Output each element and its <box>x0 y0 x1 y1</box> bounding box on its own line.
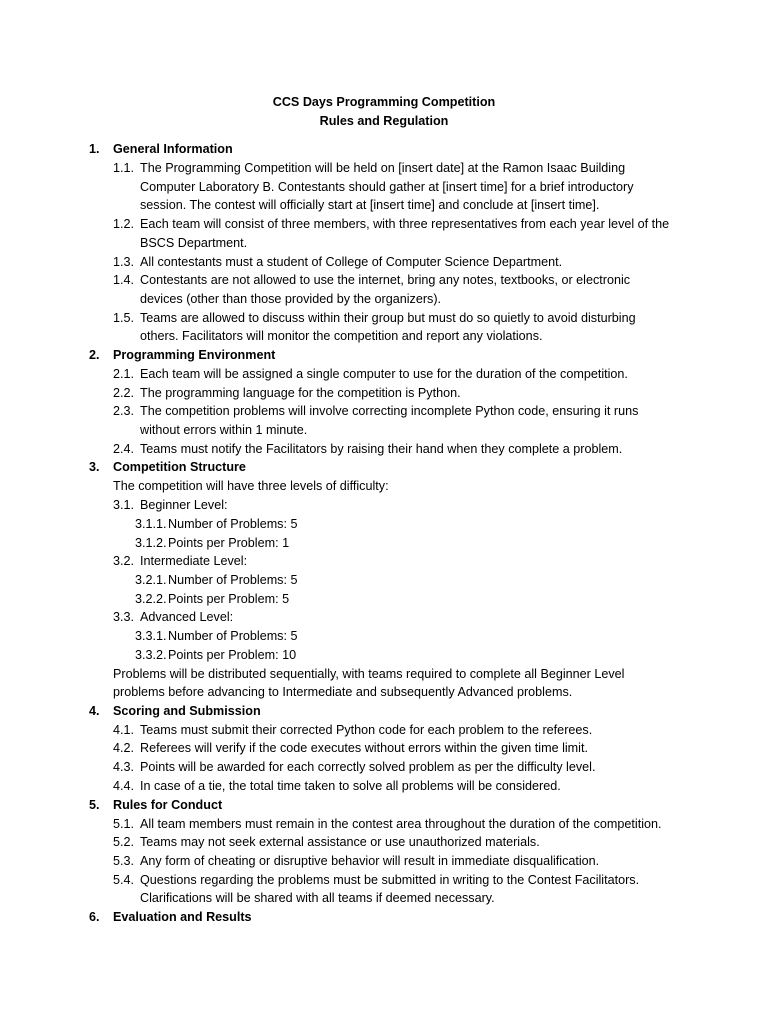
subitem-text: Points per Problem: 10 <box>168 648 297 662</box>
item-text-cont: devices (other than those provided by the organizers). <box>140 292 442 306</box>
section-heading: Scoring and Submission <box>113 704 261 718</box>
item-text: Each team will consist of three members, with three representatives from each year level of the <box>140 217 670 231</box>
item-number: 5.3. <box>113 854 135 868</box>
item-text-cont: without errors within 1 minute. <box>140 423 308 437</box>
item-text: In case of a tie, the total time taken to solve all problems will be considered. <box>140 779 561 793</box>
section-outro: Problems will be distributed sequentially, with teams required to complete all Beginner Level <box>113 667 625 681</box>
subitem-number: 3.1.2. <box>135 536 167 550</box>
level-label: Advanced Level: <box>140 610 234 624</box>
section-number: 2. <box>89 348 100 362</box>
section-heading: Programming Environment <box>113 348 276 362</box>
item-number: 4.3. <box>113 760 135 774</box>
item-number: 4.2. <box>113 741 135 755</box>
section-heading: Evaluation and Results <box>113 910 252 924</box>
section-number: 3. <box>89 460 100 474</box>
level-number: 3.3. <box>113 610 135 624</box>
item-text: Teams are allowed to discuss within their group but must do so quietly to avoid disturbing <box>140 311 636 325</box>
section-number: 4. <box>89 704 100 718</box>
item-number: 1.2. <box>113 217 135 231</box>
level-number: 3.1. <box>113 498 135 512</box>
item-number: 4.1. <box>113 723 135 737</box>
item-text: The programming language for the competition is Python. <box>140 386 461 400</box>
item-text: The Programming Competition will be held on [insert date] at the Ramon Isaac Building <box>140 161 626 175</box>
subitem-text: Points per Problem: 1 <box>168 536 290 550</box>
item-number: 5.4. <box>113 873 135 887</box>
subitem-number: 3.3.1. <box>135 629 167 643</box>
item-text: Questions regarding the problems must be submitted in writing to the Contest Facilitators. <box>140 873 640 887</box>
level-number: 3.2. <box>113 554 135 568</box>
section-number: 5. <box>89 798 100 812</box>
item-text: The competition problems will involve correcting incomplete Python code, ensuring it runs <box>140 404 639 418</box>
item-number: 4.4. <box>113 779 135 793</box>
item-number: 1.1. <box>113 161 135 175</box>
subitem-text: Points per Problem: 5 <box>168 592 290 606</box>
item-text: Referees will verify if the code executes without errors within the given time limit. <box>140 741 588 755</box>
item-text-cont: Clarifications will be shared with all teams if deemed necessary. <box>140 891 495 905</box>
document-subtitle: Rules and Regulation <box>319 114 449 128</box>
item-number: 2.1. <box>113 367 135 381</box>
section-number: 6. <box>89 910 100 924</box>
item-number: 5.2. <box>113 835 135 849</box>
item-text: Teams may not seek external assistance or use unauthorized materials. <box>140 835 540 849</box>
item-text: Points will be awarded for each correctly solved problem as per the difficulty level. <box>140 760 596 774</box>
level-label: Beginner Level: <box>140 498 228 512</box>
subitem-number: 3.1.1. <box>135 517 167 531</box>
item-number: 2.3. <box>113 404 135 418</box>
item-text: Any form of cheating or disruptive behavior will result in immediate disqualification. <box>140 854 600 868</box>
section-intro: The competition will have three levels of difficulty: <box>113 479 389 493</box>
level-label: Intermediate Level: <box>140 554 248 568</box>
item-number: 1.3. <box>113 255 135 269</box>
subitem-text: Number of Problems: 5 <box>168 573 298 587</box>
item-number: 1.4. <box>113 273 135 287</box>
item-number: 2.4. <box>113 442 135 456</box>
subitem-number: 3.3.2. <box>135 648 167 662</box>
item-text-cont: session. The contest will officially start at [insert time] and conclude at [insert time]. <box>140 198 600 212</box>
subitem-number: 3.2.2. <box>135 592 167 606</box>
item-text: Contestants are not allowed to use the internet, bring any notes, textbooks, or electronic <box>140 273 631 287</box>
item-text: Teams must notify the Facilitators by raising their hand when they complete a problem. <box>140 442 623 456</box>
item-text-cont: others. Facilitators will monitor the competition and report any violations. <box>140 329 543 343</box>
item-number: 5.1. <box>113 817 135 831</box>
item-text: All team members must remain in the contest area throughout the duration of the competition. <box>140 817 662 831</box>
subitem-text: Number of Problems: 5 <box>168 629 298 643</box>
item-text: Each team will be assigned a single computer to use for the duration of the competition. <box>140 367 628 381</box>
section-number: 1. <box>89 142 100 156</box>
item-text-cont: Computer Laboratory B. Contestants should gather at [insert time] for a brief introductory <box>140 180 634 194</box>
section-heading: Rules for Conduct <box>113 798 223 812</box>
section-heading: Competition Structure <box>113 460 246 474</box>
subitem-text: Number of Problems: 5 <box>168 517 298 531</box>
item-text: Teams must submit their corrected Python code for each problem to the referees. <box>140 723 593 737</box>
item-number: 2.2. <box>113 386 135 400</box>
section-outro: problems before advancing to Intermediate and subsequently Advanced problems. <box>113 685 573 699</box>
item-text-cont: BSCS Department. <box>140 236 248 250</box>
item-text: All contestants must a student of College of Computer Science Department. <box>140 255 563 269</box>
document-title: CCS Days Programming Competition <box>272 95 496 109</box>
subitem-number: 3.2.1. <box>135 573 167 587</box>
item-number: 1.5. <box>113 311 135 325</box>
section-heading: General Information <box>113 142 233 156</box>
